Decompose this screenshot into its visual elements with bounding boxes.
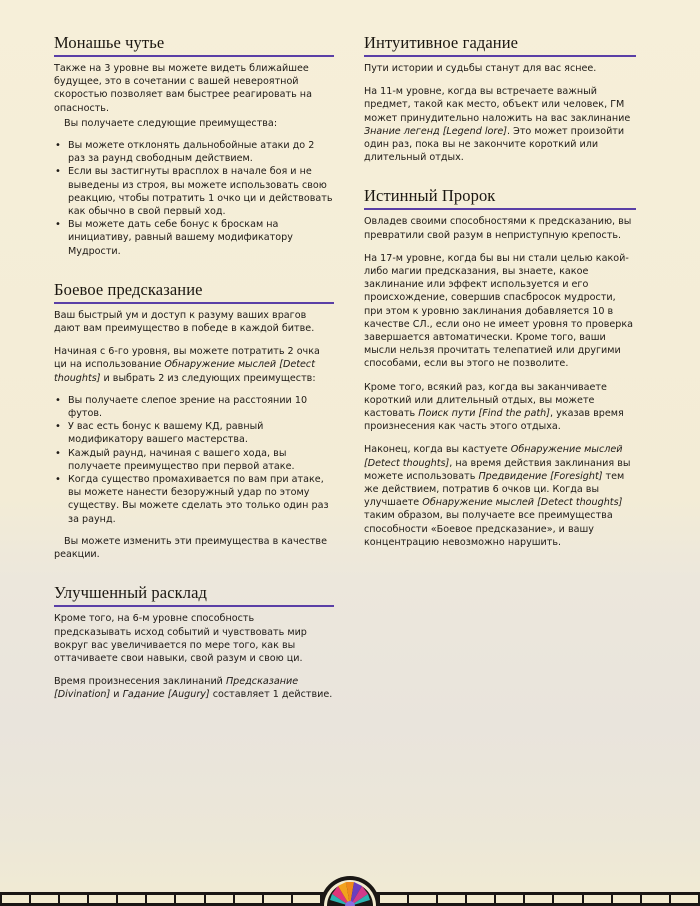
section-combat-prediction [54,280,334,561]
section-heading: Монашье чутье [54,33,334,57]
spell-name: Предвидение [Foresight] [478,470,603,482]
list-item: • Когда существо промахивается по вам при атаке, вы можете нанести безоружный удар по этому существу. Вы можете сделать это только один раз за раунд. [68,473,334,526]
text: таким образом, вы получаете все преимущества способности «Боевое предсказание», и вашу концентрацию невозможно нарушить. [364,510,613,548]
list-item: • Вы можете отклонять дальнобойные атаки до 2 раз за раунд свободным действием. [68,139,334,165]
benefits-list [54,139,334,258]
paragraph [364,85,636,164]
text: , на время действия заклинания вы можете использовать [364,457,631,482]
section-improved-spread [54,583,334,701]
paragraph: Овладев своими способностями к предсказанию, вы превратили свой разум в неприступную крепость. [364,216,632,241]
text: На 11-м уровне, когда вы встречаете важный предмет, такой как место, объект или человек, ГМ может принудительно наложить на вас заклинание [364,86,631,124]
section-heading: Интуитивное гадание [364,33,636,57]
text: и [110,689,123,701]
text: Начиная с 6-го уровня, вы можете потратить 2 очка ци на использование [54,346,320,371]
paragraph [54,345,334,385]
right-column [364,33,636,571]
list-item: • Каждый раунд, начиная с вашего хода, вы получаете преимущество при первой атаке. [68,447,334,473]
list-item: • Вы получаете слепое зрение на расстоянии 10 футов. [68,394,334,420]
list-item: • У вас есть бонус к вашему КД, равный модификатору вашего мастерства. [68,420,334,446]
paragraph: Также на 3 уровне вы можете видеть ближайшее будущее, это в сочетании с вашей невероятной скоростью позволяет вам быстрее реагировать на опасность. [54,63,312,114]
spell-name: Гадание [Augury] [122,689,210,701]
text: , указав время произнесения как часть этого отдыха. [364,408,624,433]
text: Кроме того, всякий раз, когда вы заканчиваете короткий или длительный отдых, вы можете кастовать [364,381,607,420]
benefits-list [54,394,334,526]
spell-name: Обнаружение мыслей [Detect thoughts] [364,444,623,469]
text: . Это может произойти один раз, пока вы не закончите короткий или длительный отдых. [364,125,625,164]
section-heading: Улучшенный расклад [54,583,334,607]
section-monk-sense [54,33,334,258]
paragraph: Вы получаете следующие преимущества: [64,117,278,129]
section-true-prophet [364,186,636,549]
spell-name: Знание легенд [Legend lore] [364,125,508,137]
paragraph [364,381,636,434]
paragraph [364,443,636,549]
spell-name: Обнаружение мыслей [Detect thoughts] [54,359,315,384]
page-footer-border [0,884,700,906]
paragraph: Вы можете изменить эти преимущества в качестве реакции. [54,535,327,561]
section-heading: Истинный Пророк [364,186,636,210]
spell-name: Предсказание [Divination] [54,676,299,701]
list-item: • Вы можете дать себе бонус к броскам на инициативу, равный вашему модификатору Мудрости. [68,218,334,258]
left-column [54,33,334,724]
text: составляет 1 действие. [209,689,333,701]
list-item: • Если вы застигнуты врасплох в начале боя и не выведены из строя, вы можете использовать свою реакцию, чтобы потратить 1 очко ци и действовать как обычно в свой первый ход. [68,165,334,218]
paragraph: Пути истории и судьбы станут для вас яснее. [364,63,597,74]
spell-name: Поиск пути [Find the path] [418,408,550,420]
paragraph [54,675,334,701]
paragraph: На 17-м уровне, когда бы вы ни стали целью какой-либо магии предсказания, вы знаете, какое заклинание или эффект используется и его происхождение, совершив спасбросок мудрости, при этом к уровню заклинания добавляется 10 в качестве СЛ., если оно не имеет уровня то проверка завершается автоматически. Кроме того, ваши мысли нельзя прочитать телепатией или другими способами, если вы этого не позволите. [364,252,634,370]
text: и выбрать 2 из следующих преимуществ: [100,372,316,384]
text: Время произнесения заклинаний [54,676,226,688]
paragraph: Кроме того, на 6-м уровне способность предсказывать исход событий и чувствовать мир вокруг вас увеличивается по мере того, как вы оттачиваете свои навыки, свой разум и свою ци. [54,613,307,664]
stained-glass-window-icon [318,876,382,906]
section-intuitive-divination [364,33,636,164]
section-heading: Боевое предсказание [54,280,334,304]
paragraph: Ваш быстрый ум и доступ к разуму ваших врагов дают вам преимущество в победе в каждой битве. [54,309,315,335]
spell-name: Обнаружение мыслей [Detect thoughts] [422,497,623,509]
text: Наконец, когда вы кастуете [364,444,511,456]
text: тем же действием, потратив 6 очков ци. Когда вы улучшаете [364,470,625,509]
